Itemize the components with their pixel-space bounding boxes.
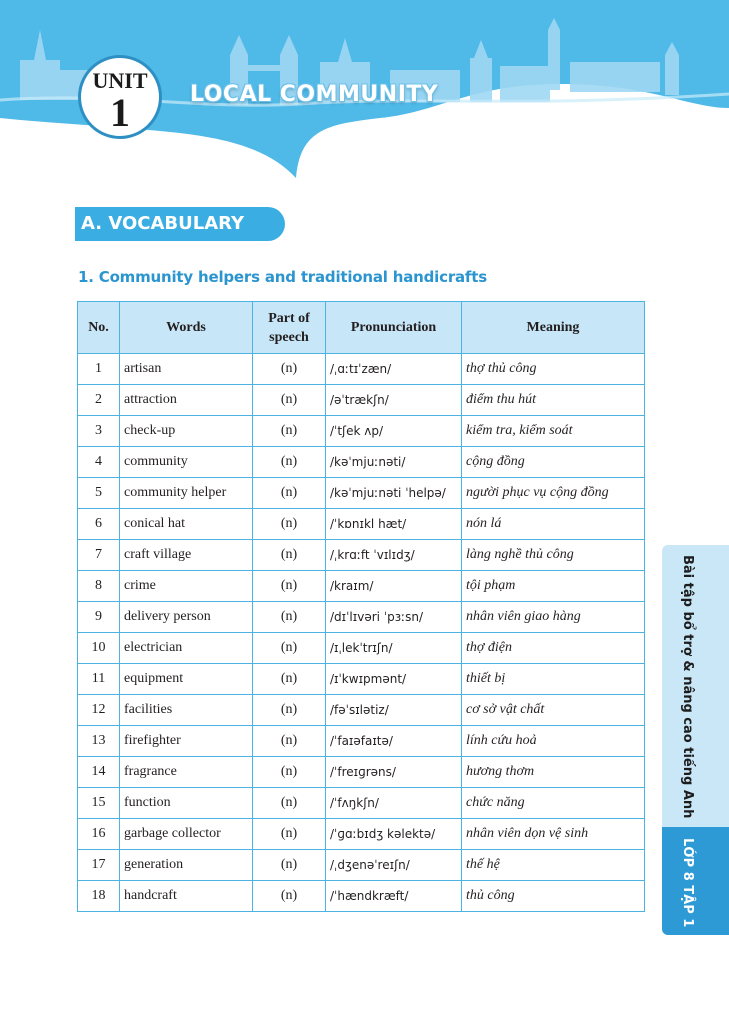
pronunciation-cell: /kəˈmjuːnəti/ xyxy=(326,447,462,478)
meaning-cell: thợ điện xyxy=(462,633,645,664)
header-meaning: Meaning xyxy=(462,302,645,354)
word-cell: attraction xyxy=(120,385,253,416)
table-row xyxy=(78,726,645,757)
meaning-cell: chức năng xyxy=(462,788,645,819)
side-tab-grade xyxy=(662,827,729,935)
unit-number: 1 xyxy=(110,90,130,135)
word-cell: firefighter xyxy=(120,726,253,757)
meaning-cell: nhân viên dọn vệ sinh xyxy=(462,819,645,850)
meaning-cell: làng nghề thủ công xyxy=(462,540,645,571)
row-number: 15 xyxy=(78,788,120,819)
side-tab-grade-text: LỚP 8 TẬP 1 xyxy=(680,838,695,928)
side-tab xyxy=(662,545,729,827)
meaning-cell: lính cứu hoả xyxy=(462,726,645,757)
word-cell: facilities xyxy=(120,695,253,726)
word-cell: conical hat xyxy=(120,509,253,540)
part-of-speech-cell: (n) xyxy=(253,757,326,788)
table-row xyxy=(78,664,645,695)
meaning-cell: thiết bị xyxy=(462,664,645,695)
part-of-speech-cell: (n) xyxy=(253,447,326,478)
row-number: 2 xyxy=(78,385,120,416)
row-number: 1 xyxy=(78,354,120,385)
word-cell: delivery person xyxy=(120,602,253,633)
pronunciation-cell: /ˈtʃek ʌp/ xyxy=(326,416,462,447)
table-row xyxy=(78,571,645,602)
header-part-of-speech: Part of speech xyxy=(253,302,326,354)
row-number: 4 xyxy=(78,447,120,478)
pronunciation-cell: /ˈfʌŋkʃn/ xyxy=(326,788,462,819)
pronunciation-cell: /əˈtrækʃn/ xyxy=(326,385,462,416)
word-cell: check-up xyxy=(120,416,253,447)
unit-title: LOCAL COMMUNITY xyxy=(190,82,439,107)
table-row xyxy=(78,416,645,447)
header-no: No. xyxy=(78,302,120,354)
part-of-speech-cell: (n) xyxy=(253,571,326,602)
row-number: 7 xyxy=(78,540,120,571)
part-of-speech-cell: (n) xyxy=(253,695,326,726)
pronunciation-cell: /ɪˌlekˈtrɪʃn/ xyxy=(326,633,462,664)
side-tab-text: Bài tập bổ trợ & nâng cao tiếng Anh xyxy=(680,555,695,819)
part-of-speech-cell: (n) xyxy=(253,881,326,912)
unit-label: UNIT xyxy=(92,68,148,93)
table-row xyxy=(78,788,645,819)
table-row xyxy=(78,850,645,881)
row-number: 8 xyxy=(78,571,120,602)
pronunciation-cell: /kraɪm/ xyxy=(326,571,462,602)
part-of-speech-cell: (n) xyxy=(253,850,326,881)
pronunciation-cell: /ˈɡɑːbɪdʒ kəlektə/ xyxy=(326,819,462,850)
header-pronunciation: Pronunciation xyxy=(326,302,462,354)
row-number: 9 xyxy=(78,602,120,633)
word-cell: crime xyxy=(120,571,253,602)
word-cell: garbage collector xyxy=(120,819,253,850)
meaning-cell: người phục vụ cộng đồng xyxy=(462,478,645,509)
word-cell: equipment xyxy=(120,664,253,695)
table-row xyxy=(78,602,645,633)
meaning-cell: kiểm tra, kiểm soát xyxy=(462,416,645,447)
pronunciation-cell: /ˌɑːtɪˈzæn/ xyxy=(326,354,462,385)
meaning-cell: thủ công xyxy=(462,881,645,912)
row-number: 16 xyxy=(78,819,120,850)
word-cell: generation xyxy=(120,850,253,881)
row-number: 3 xyxy=(78,416,120,447)
word-cell: community helper xyxy=(120,478,253,509)
table-header-row xyxy=(78,302,645,354)
part-of-speech-cell: (n) xyxy=(253,819,326,850)
meaning-cell: nhân viên giao hàng xyxy=(462,602,645,633)
section-heading: A. VOCABULARY xyxy=(81,213,245,234)
pronunciation-cell: /dɪˈlɪvəri ˈpɜːsn/ xyxy=(326,602,462,633)
pronunciation-cell: /fəˈsɪlətiz/ xyxy=(326,695,462,726)
word-cell: function xyxy=(120,788,253,819)
word-cell: craft village xyxy=(120,540,253,571)
row-number: 17 xyxy=(78,850,120,881)
word-cell: fragrance xyxy=(120,757,253,788)
word-cell: electrician xyxy=(120,633,253,664)
part-of-speech-cell: (n) xyxy=(253,478,326,509)
vocabulary-table xyxy=(77,301,645,912)
table-row xyxy=(78,819,645,850)
unit-badge xyxy=(78,55,162,139)
meaning-cell: thế hệ xyxy=(462,850,645,881)
word-cell: artisan xyxy=(120,354,253,385)
table-row xyxy=(78,354,645,385)
pronunciation-cell: /ˌdʒenəˈreɪʃn/ xyxy=(326,850,462,881)
pronunciation-cell: /ˈhændkræft/ xyxy=(326,881,462,912)
row-number: 13 xyxy=(78,726,120,757)
row-number: 18 xyxy=(78,881,120,912)
pronunciation-cell: /kəˈmjuːnəti ˈhelpə/ xyxy=(326,478,462,509)
table-row xyxy=(78,881,645,912)
table-row xyxy=(78,540,645,571)
part-of-speech-cell: (n) xyxy=(253,540,326,571)
meaning-cell: tội phạm xyxy=(462,571,645,602)
row-number: 6 xyxy=(78,509,120,540)
row-number: 5 xyxy=(78,478,120,509)
part-of-speech-cell: (n) xyxy=(253,664,326,695)
part-of-speech-cell: (n) xyxy=(253,602,326,633)
pronunciation-cell: /ˈfreɪɡrəns/ xyxy=(326,757,462,788)
part-of-speech-cell: (n) xyxy=(253,509,326,540)
table-row xyxy=(78,695,645,726)
meaning-cell: thợ thủ công xyxy=(462,354,645,385)
row-number: 11 xyxy=(78,664,120,695)
pronunciation-cell: /ˈkɒnɪkl hæt/ xyxy=(326,509,462,540)
section-heading-bar xyxy=(75,207,285,241)
row-number: 14 xyxy=(78,757,120,788)
part-of-speech-cell: (n) xyxy=(253,416,326,447)
header-words: Words xyxy=(120,302,253,354)
word-cell: community xyxy=(120,447,253,478)
part-of-speech-cell: (n) xyxy=(253,354,326,385)
row-number: 12 xyxy=(78,695,120,726)
part-of-speech-cell: (n) xyxy=(253,633,326,664)
table-body xyxy=(78,354,645,912)
table-row xyxy=(78,509,645,540)
table-row xyxy=(78,757,645,788)
pronunciation-cell: /ˈfaɪəfaɪtə/ xyxy=(326,726,462,757)
subheading: 1. Community helpers and traditional handicrafts xyxy=(78,268,487,286)
table-row xyxy=(78,633,645,664)
table-row xyxy=(78,385,645,416)
row-number: 10 xyxy=(78,633,120,664)
part-of-speech-cell: (n) xyxy=(253,726,326,757)
part-of-speech-cell: (n) xyxy=(253,385,326,416)
table-row xyxy=(78,478,645,509)
pronunciation-cell: /ɪˈkwɪpmənt/ xyxy=(326,664,462,695)
meaning-cell: hương thơm xyxy=(462,757,645,788)
table-row xyxy=(78,447,645,478)
meaning-cell: cơ sở vật chất xyxy=(462,695,645,726)
meaning-cell: điểm thu hút xyxy=(462,385,645,416)
meaning-cell: cộng đồng xyxy=(462,447,645,478)
word-cell: handcraft xyxy=(120,881,253,912)
part-of-speech-cell: (n) xyxy=(253,788,326,819)
pronunciation-cell: /ˌkrɑːft ˈvɪlɪdʒ/ xyxy=(326,540,462,571)
meaning-cell: nón lá xyxy=(462,509,645,540)
